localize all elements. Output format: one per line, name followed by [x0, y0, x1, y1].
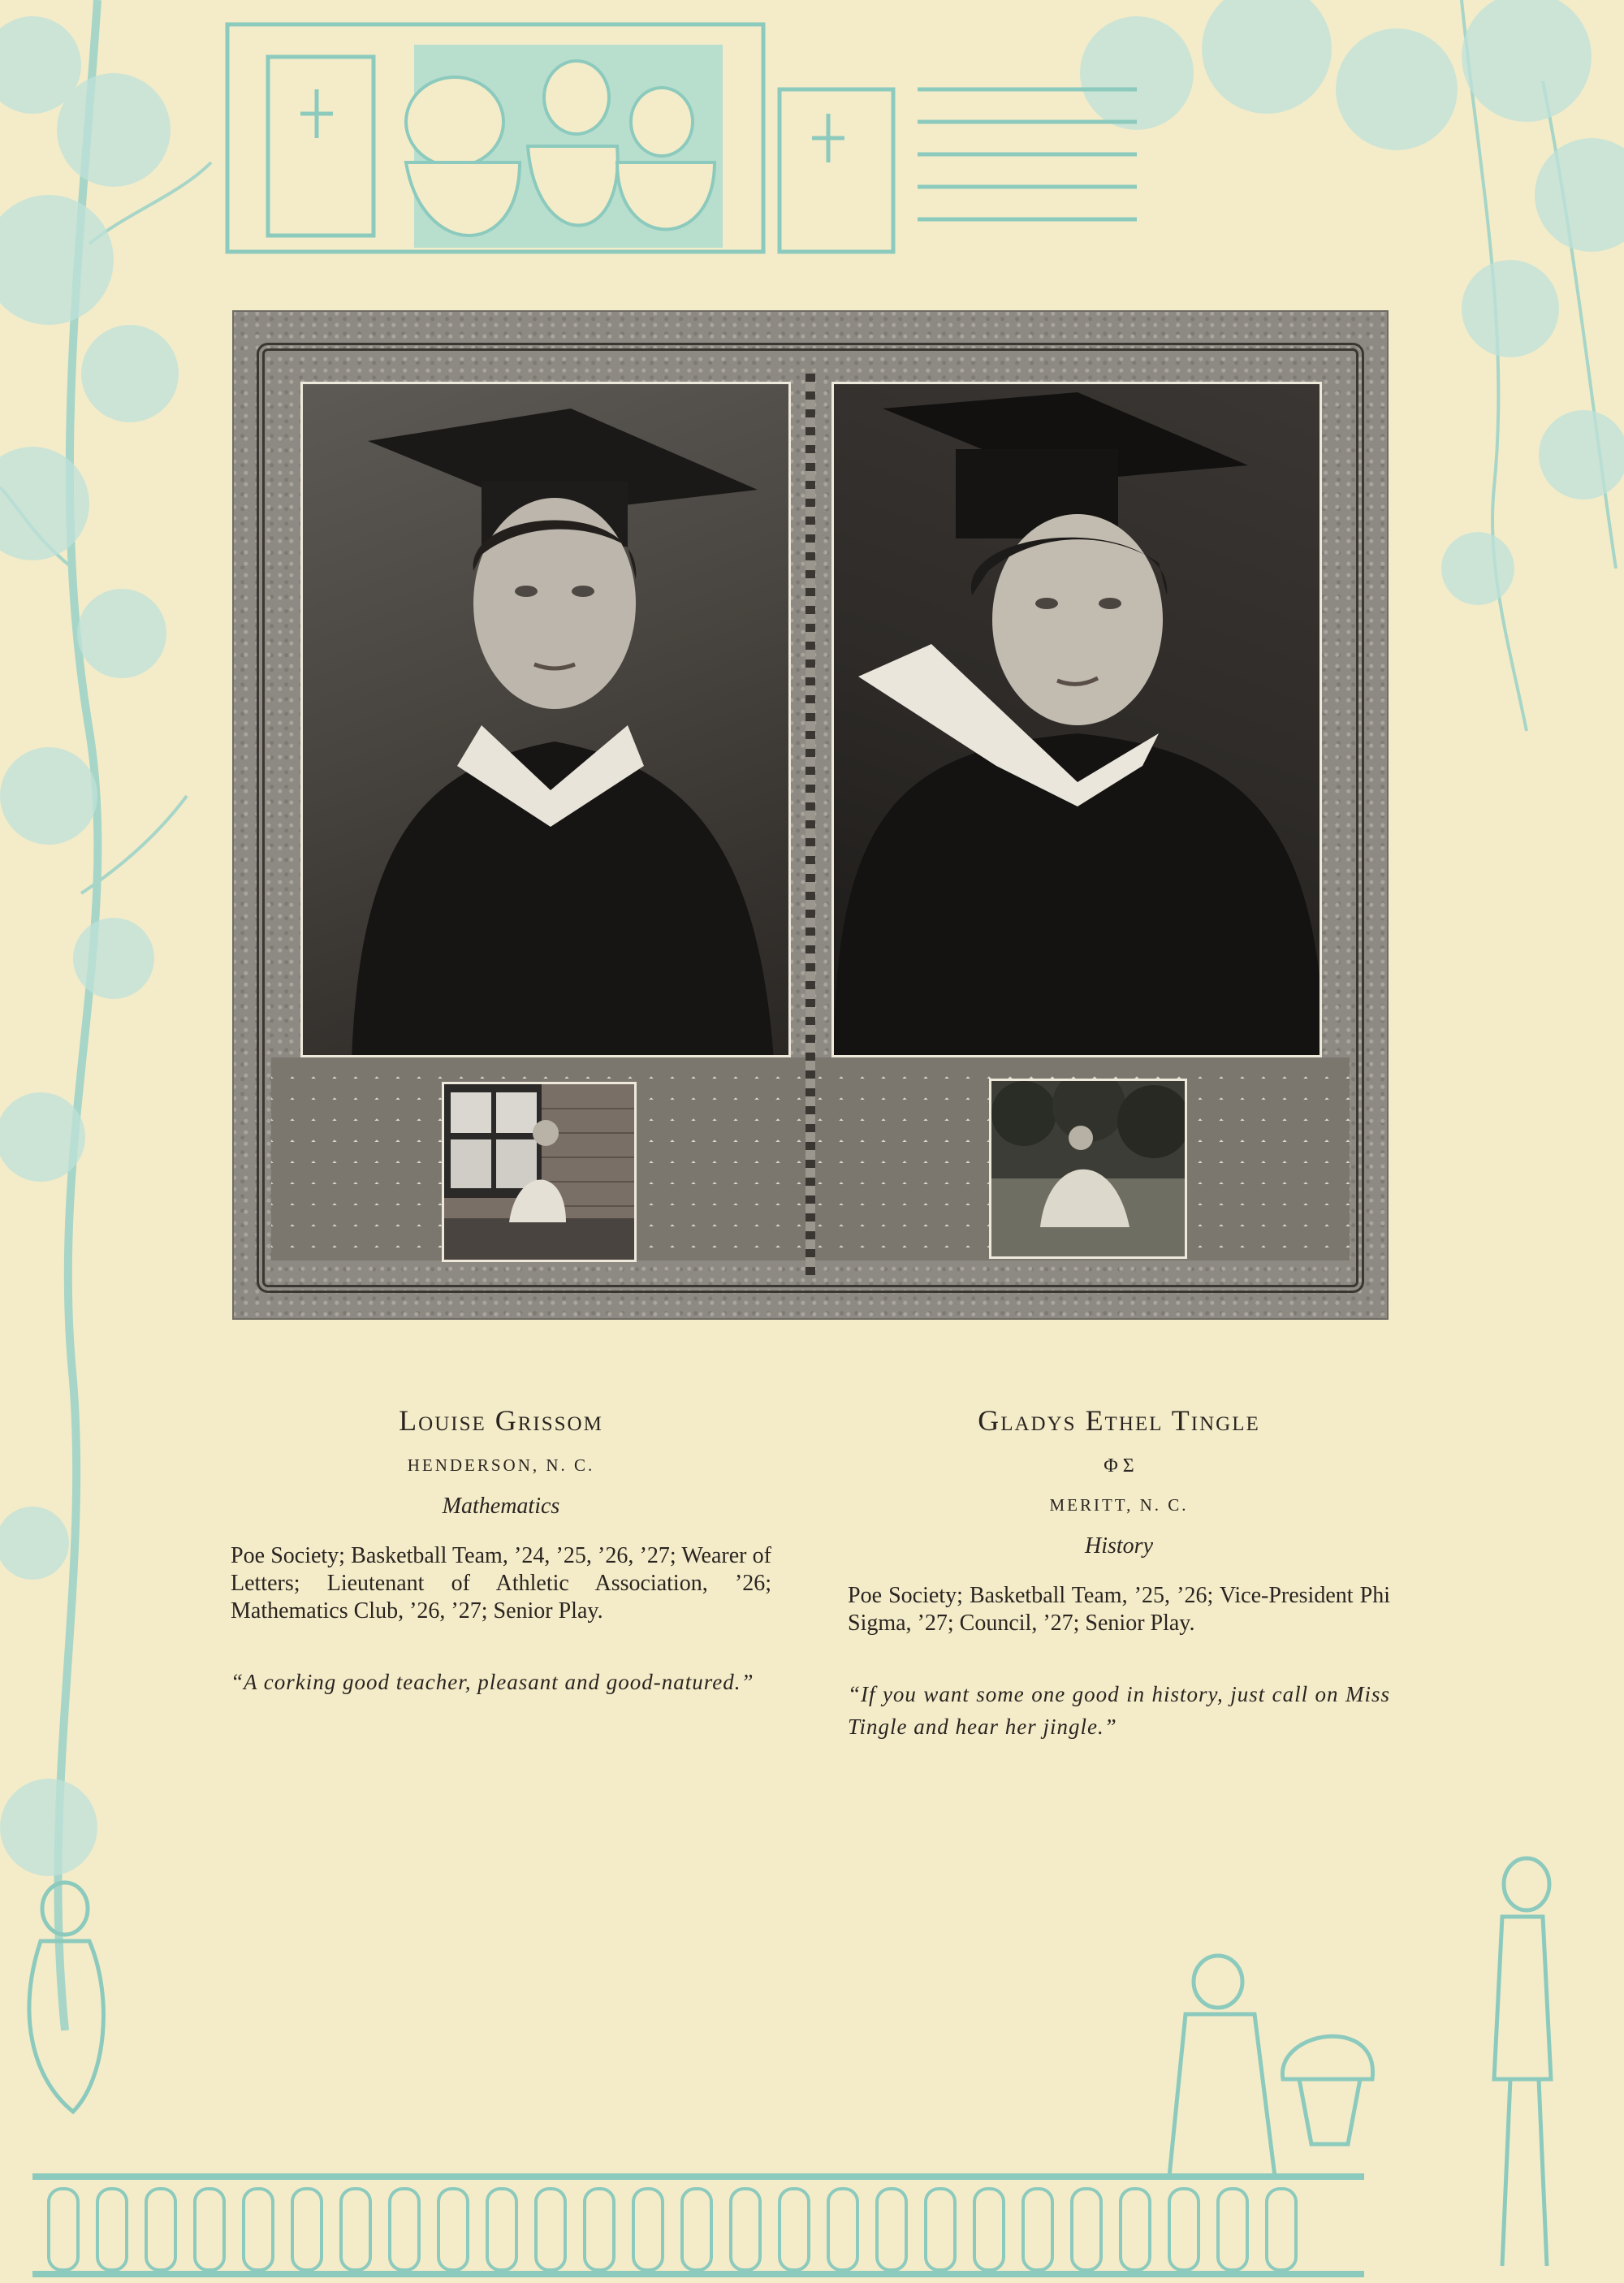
snapshot-scene — [444, 1084, 634, 1260]
student-hometown: MERITT, N. C. — [1049, 1495, 1189, 1515]
student-major: History — [1085, 1533, 1153, 1559]
portrait-figure — [834, 384, 1322, 1057]
portrait-photo-grissom — [300, 382, 791, 1057]
student-quote: “If you want some one good in history, just call on Miss Tingle and hear her jingle.” — [848, 1682, 1390, 1739]
student-quote: “A corking good teacher, pleasant and good-natured.” — [231, 1670, 754, 1694]
student-entry-right — [848, 1403, 1390, 1743]
snapshot-scene — [991, 1081, 1185, 1256]
student-name: Gladys Ethel Tingle — [978, 1404, 1260, 1437]
student-hometown: HENDERSON, N. C. — [407, 1455, 595, 1475]
student-entry-left — [231, 1403, 771, 1698]
frame-divider — [806, 374, 815, 1275]
student-fraternity: Φ Σ — [1104, 1455, 1134, 1477]
photo-panel — [232, 310, 1389, 1320]
snapshot-photo-grissom — [442, 1082, 637, 1262]
student-major: Mathematics — [442, 1494, 560, 1519]
student-activities: Poe Society; Basketball Team, ’25, ’26; Vice-President Phi Sigma, ’27; Council, ’27; Senior Play. — [848, 1583, 1390, 1636]
student-name: Louise Grissom — [399, 1404, 603, 1437]
student-activities: Poe Society; Basketball Team, ’24, ’25, ’26, ’27; Wearer of Letters; Lieutenant of Athletic Association, ’26; Mathematics Club, ’26, ’27; Senior Play. — [231, 1543, 771, 1624]
portrait-photo-tingle — [831, 382, 1322, 1057]
snapshot-photo-tingle — [989, 1079, 1187, 1259]
portrait-figure — [303, 384, 791, 1057]
